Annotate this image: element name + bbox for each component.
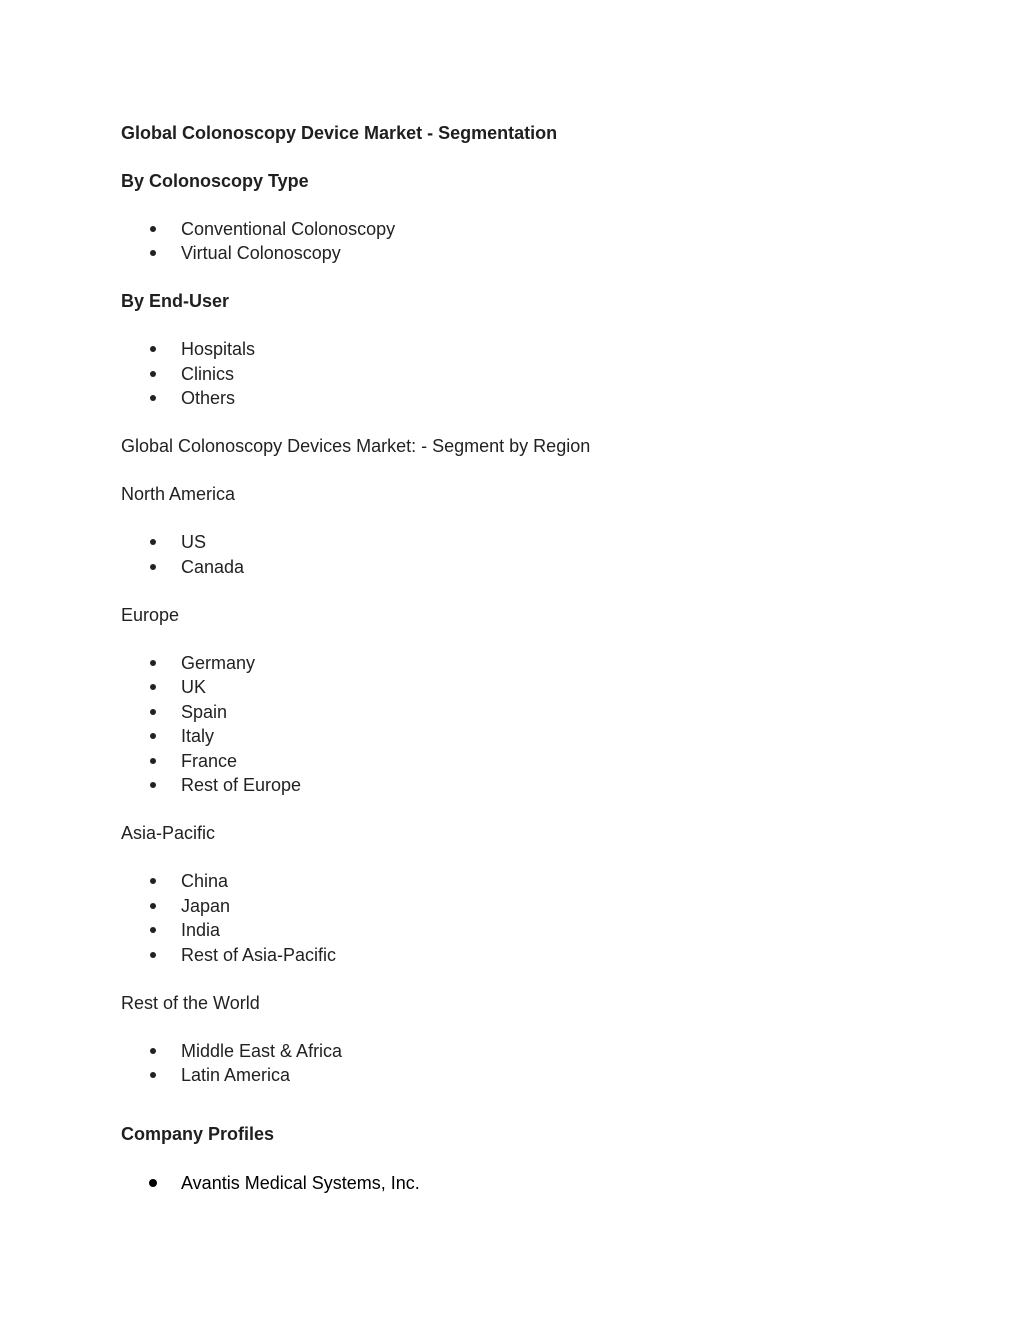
region-heading-north-america: North America (121, 484, 236, 504)
bullet-icon (150, 1072, 156, 1078)
bullet-icon (149, 1179, 157, 1187)
bullet-icon (150, 733, 156, 739)
bullet-icon (150, 952, 156, 958)
section-heading-end-user: By End-User (121, 291, 230, 311)
bullet-icon (150, 395, 156, 401)
bullet-icon (150, 226, 156, 232)
region-heading-europe: Europe (121, 605, 180, 625)
bullet-icon (150, 250, 156, 256)
document-page: Global Colonoscopy Device Market - Segmentation By Colonoscopy Type Conventional Colonoscopy Virtual Colonoscopy By End-User Hospitals Clinics Others Global Colonoscopy Devices Market: - Segment by Region North America US Canada Europe Germany UK Spain Italy France Rest of Europe Asia-Pacific China Japan India Rest of Asia-Pacific Rest of the World Middle East & Africa Latin America Company Profiles Avantis Medical Systems, Inc. (0, 0, 1024, 1325)
region-heading-asia-pacific: Asia-Pacific (121, 823, 216, 843)
bullet-icon (150, 539, 156, 545)
section-heading-type: By Colonoscopy Type (121, 171, 309, 191)
bullet-icon (150, 903, 156, 909)
bullet-icon (150, 782, 156, 788)
bullet-icon (150, 1048, 156, 1054)
bullet-icon (150, 564, 156, 570)
document-title: Global Colonoscopy Device Market - Segmentation (121, 123, 558, 143)
bullet-icon (150, 346, 156, 352)
bullet-icon (150, 709, 156, 715)
bullet-icon (150, 878, 156, 884)
bullet-icon (150, 684, 156, 690)
bullet-icon (150, 758, 156, 764)
region-heading-rest-of-world: Rest of the World (121, 993, 260, 1013)
bullet-icon (150, 660, 156, 666)
section-heading-company-profiles: Company Profiles (121, 1124, 275, 1144)
bullet-icon (150, 927, 156, 933)
bullet-icon (150, 371, 156, 377)
region-title: Global Colonoscopy Devices Market: - Segment by Region (121, 436, 591, 456)
